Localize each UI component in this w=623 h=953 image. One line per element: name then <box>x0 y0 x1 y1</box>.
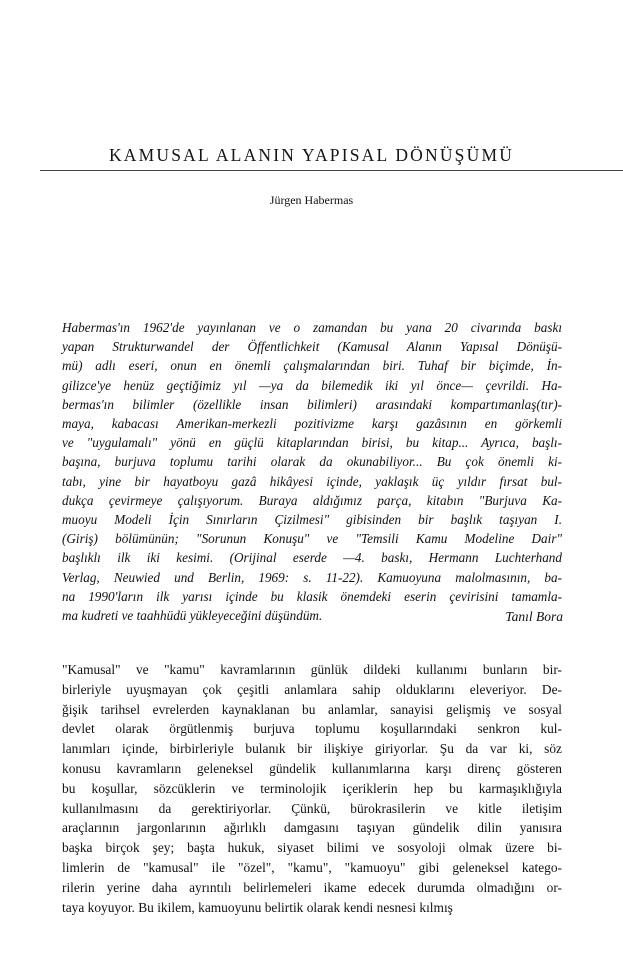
intro-text-line: yapan Strukturwandel der Öffentlichkeit (Kamusal Alanın Yapısal Dönüşü- <box>62 339 562 355</box>
body-text-line: devlet olarak örgütlenmiş burjuva toplumu koşullarındaki senkron kul- <box>62 721 562 737</box>
intro-text-line: tabı, yine bir hayatboyu gazâ hikâyesi içinde, yaklaşık üç yıldır fırsat bul- <box>62 473 562 489</box>
body-text-line: taya koyuyor. Bu ikilem, kamuoyunu belirtik olarak kendi nesnesi kılmış <box>62 899 453 915</box>
body-text-line: bu koşullar, sözcüklerin ve terminolojik içeriklerin hep bu karmaşıklığıyla <box>62 780 562 796</box>
article-author: Jürgen Habermas <box>269 193 354 207</box>
body-text-line: kullanılmasını da gerektiriyorlar. Çünkü, bürokrasilerin ve kitle iletişim <box>62 800 562 816</box>
title-divider <box>40 170 623 171</box>
body-text-line: konusu kavramların geleneksel gündelik kullanımlarına karşı direnç gösteren <box>62 760 562 776</box>
translator-signature: Tanıl Bora <box>505 609 563 624</box>
body-text-line: birleriyle uyuşmayan çok çeşitli anlamlara sahip olduklarını eleveriyor. De- <box>62 681 562 697</box>
article-body <box>62 660 562 917</box>
intro-text-line: Habermas'ın 1962'de yayınlanan ve o zamandan bu yana 20 civarında baskı <box>62 320 562 335</box>
intro-text-line: mü) adlı eseri, onun en önemli çalışmalarından biri. Tuhaf bir biçimde, İn- <box>62 358 562 374</box>
intro-text-line: maya, kabacası Amerikan-merkezli pozitivizme karşı gazâsının en görkemli <box>62 416 562 432</box>
intro-text-line: gilizce'ye henüz geçtiğimiz yıl —ya da bilemedik iki yıl önce— çevrildi. Ha- <box>62 377 562 393</box>
intro-text-line: başlıklı ilk iki kesimi. (Orijinal eserde —4. baskı, Hermann Luchterhand <box>62 550 562 566</box>
body-text-line: araçlarının jargonlarının ağırlıklı damgasını taşıyan gündelik dilin yanısıra <box>62 820 562 836</box>
body-text-line: "Kamusal" ve "kamu" kavramlarının günlük dildeki kullanımı bunların bir- <box>62 662 562 677</box>
intro-text-line: bermas'ın bilimler (özellikle insan bilimleri) arasındaki kompartımanlaş(tır)- <box>62 396 562 412</box>
intro-text-line: muoyu Modeli İçin Sınırların Çizilmesi" gibisinden bir başlık taşıyan I. <box>62 512 562 528</box>
intro-text-line: başına, burjuva toplumu tarihi olarak da okunabiliyor... Bu çok önemli ki- <box>62 454 562 470</box>
body-text-line: lanımları içinde, birbirleriyle bulanık bir ilişkiye giriyorlar. Şu da var ki, söz <box>62 741 562 757</box>
article-title: KAMUSAL ALANIN YAPISAL DÖNÜŞÜMÜ <box>108 145 515 165</box>
body-text-line: rilerin yerine daha ayrıntılı belirlemeleri ikame edecek durumda olmadığını or- <box>62 879 562 895</box>
intro-text-line: ve "uygulamalı" yönü en güçlü kitaplarından birisi, bu kitap... Ayrıca, başlı- <box>62 435 562 451</box>
intro-text-line: dukça çevirmeye çalışıyorum. Buraya aldığımız parça, kitabın "Burjuva Ka- <box>62 492 562 508</box>
intro-text-line: Verlag, Neuwied und Berlin, 1969: s. 11-22). Kamuoyuna malolmasının, ba- <box>62 569 562 585</box>
body-text-line: ğişik tarihsel evrelerden kaynaklanan bu anlamlar, sanayisi gelişmiş ve sosyal <box>62 701 562 717</box>
translator-introduction <box>62 318 562 625</box>
intro-text-line: (Giriş) bölümünün; "Sorunun Konuşu" ve "Temsili Kamu Modeline Dair" <box>62 531 562 547</box>
intro-text-line: ma kudreti ve taahhüdü yükleyeceğini düşündüm. <box>62 608 323 624</box>
intro-text-line: na 1990'ların ilk yarısı içinde bu klasik önemdeki eserin çevirisini tamamla- <box>62 588 562 604</box>
body-text-line: limlerin de "kamusal" ile "özel", "kamu", "kamuoyu" gibi geleneksel katego- <box>62 859 562 875</box>
body-text-line: başka birçok şey; başta hukuk, siyaset bilimi ve sosyoloji olmak üzere bi- <box>62 840 562 856</box>
